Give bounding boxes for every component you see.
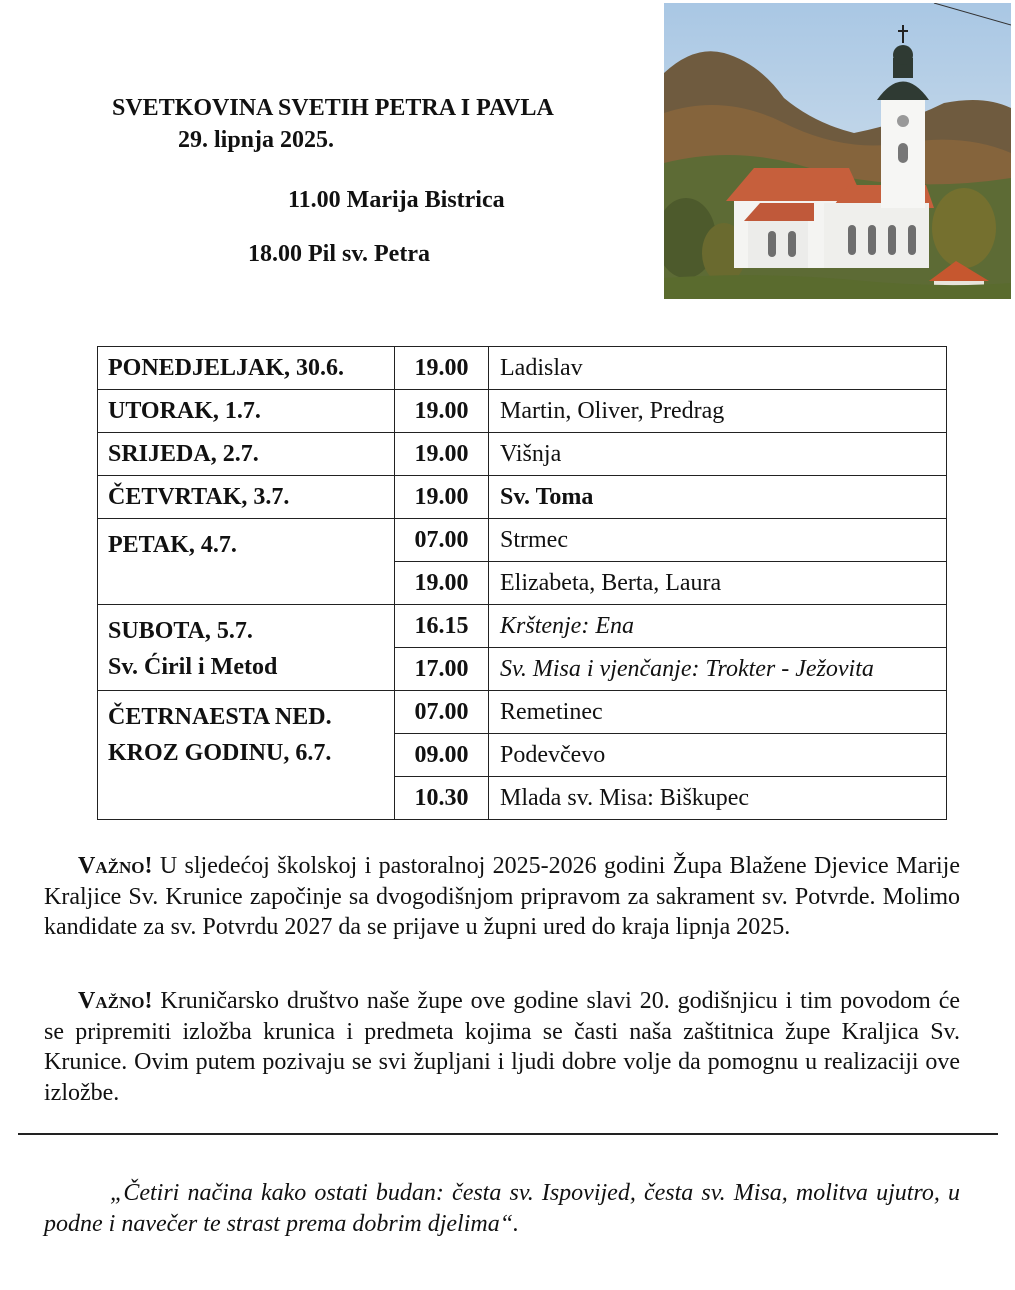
day-cell [98, 433, 395, 476]
intention-cell: Mlada sv. Misa: Biškupec [489, 777, 947, 820]
notice-label: Važno! [78, 853, 153, 879]
table-row [98, 519, 947, 562]
notice-text: Kruničarsko društvo naše župe ove godine slavi 20. godišnjicu i tim povodom će se pripremiti izložba krunica i predmeta kojima se časti naša zaštitnica župe Kraljica Sv. Krunice. Ovim putem pozivaju se svi župljani i ljudi dobre volje da pomognu u realizaciji ove izložbe. [44, 988, 961, 1106]
intention-cell: Elizabeta, Berta, Laura [489, 562, 947, 605]
mass-time-2: 18.00 Pil sv. Petra [248, 241, 430, 267]
notice-label: Važno! [78, 988, 153, 1014]
day-cell [98, 390, 395, 433]
table-row [98, 691, 947, 734]
intention-cell: Sv. Toma [489, 476, 947, 519]
intention-cell: Strmec [489, 519, 947, 562]
day-label-line2: KROZ GODINU, 6.7. [108, 740, 332, 766]
time-cell: 19.00 [395, 390, 489, 433]
intention-cell: Ladislav [489, 347, 947, 390]
day-cell [98, 605, 395, 691]
day-cell [98, 347, 395, 390]
closing-quote: „Četiri načina kako ostati budan: česta sv. Ispovijed, česta sv. Misa, molitva ujutro, u podne i navečer te strast prema dobrim djelima“. [44, 1180, 960, 1237]
day-label: SRIJEDA, 2.7. [108, 441, 259, 467]
day-label: PETAK, 4.7. [108, 532, 237, 558]
notice-text: U sljedećoj školskoj i pastoralnoj 2025-2026 godini Župa Blažene Djevice Marije Kraljice Sv. Krunice započinje sa dvogodišnjom pripravom za sakrament sv. Potvrde. Molimo kandidate za sv. Potvrdu 2027 da se prijave u župni ured do kraja lipnja 2025. [44, 853, 961, 940]
time-cell: 07.00 [395, 691, 489, 734]
day-label: SUBOTA, 5.7. [108, 618, 253, 644]
church-photo [664, 3, 1011, 299]
time-cell: 10.30 [395, 777, 489, 820]
intention-cell: Remetinec [489, 691, 947, 734]
notice-rosary-exhibition [44, 986, 960, 1108]
intention-cell: Sv. Misa i vjenčanje: Trokter - Ježovita [489, 648, 947, 691]
day-label: UTORAK, 1.7. [108, 398, 261, 424]
intention-cell: Višnja [489, 433, 947, 476]
table-row [98, 476, 947, 519]
table-row [98, 347, 947, 390]
time-cell: 19.00 [395, 433, 489, 476]
notice-confirmation [44, 851, 960, 943]
divider [18, 1133, 998, 1135]
time-cell: 07.00 [395, 519, 489, 562]
day-cell [98, 519, 395, 605]
mass-time-1: 11.00 Marija Bistrica [288, 187, 505, 213]
table-row [98, 433, 947, 476]
time-cell: 19.00 [395, 347, 489, 390]
time-cell: 16.15 [395, 605, 489, 648]
intention-cell: Podevčevo [489, 734, 947, 777]
table-row [98, 390, 947, 433]
time-cell: 19.00 [395, 562, 489, 605]
intention-cell: Krštenje: Ena [489, 605, 947, 648]
time-cell: 09.00 [395, 734, 489, 777]
day-cell [98, 691, 395, 820]
intention-cell: Martin, Oliver, Predrag [489, 390, 947, 433]
day-label: ČETVRTAK, 3.7. [108, 484, 290, 510]
mass-schedule-table [97, 346, 947, 820]
feast-label: Sv. Ćiril i Metod [108, 654, 278, 680]
feast-date: 29. lipnja 2025. [178, 127, 335, 153]
time-cell: 17.00 [395, 648, 489, 691]
day-label: ČETRNAESTA NED. [108, 704, 332, 730]
time-cell: 19.00 [395, 476, 489, 519]
day-label: PONEDJELJAK, 30.6. [108, 355, 345, 381]
table-row [98, 605, 947, 648]
day-cell [98, 476, 395, 519]
feast-title: SVETKOVINA SVETIH PETRA I PAVLA [112, 95, 554, 121]
